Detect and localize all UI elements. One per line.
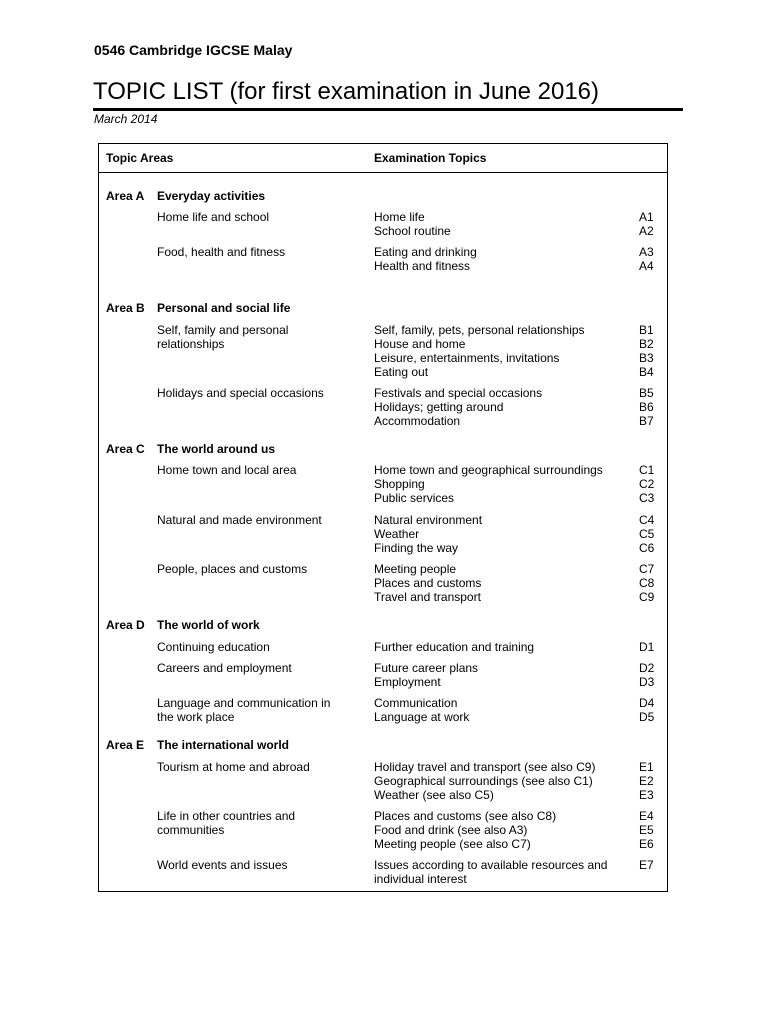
area-label: Area E (106, 738, 145, 752)
topic-code: E7 (639, 858, 654, 872)
examination-topic: Meeting people (374, 562, 457, 576)
topic-code: B2 (639, 336, 654, 351)
topic-code: A2 (639, 223, 654, 238)
topic-code: C6 (639, 540, 655, 555)
page-title: TOPIC LIST (for first examination in June 2016) (93, 78, 600, 105)
examination-topic: Issues according to available resources and (374, 858, 608, 872)
topic-code: C1 (639, 463, 655, 477)
table-header (99, 144, 667, 173)
examination-topic: Health and fitness (374, 258, 471, 273)
topic-area-label: Life in other countries and (157, 809, 296, 823)
topic-code: E5 (639, 822, 654, 837)
area-name: Personal and social life (157, 301, 291, 315)
examination-topic: Geographical surroundings (see also C1) (374, 773, 593, 788)
examination-topic: School routine (374, 223, 451, 238)
topic-area-label: relationships (157, 336, 225, 351)
examination-topic: Travel and transport (374, 589, 481, 604)
topic-code: B3 (639, 350, 654, 365)
examination-topic: Eating out (374, 364, 429, 379)
topic-area-label: Natural and made environment (157, 513, 322, 527)
examination-topic: House and home (374, 336, 466, 351)
topic-code: B1 (639, 323, 654, 337)
topic-table (98, 143, 668, 892)
examination-topic: Food and drink (see also A3) (374, 822, 528, 837)
column-header-examination-topics: Examination Topics (374, 151, 487, 165)
topic-code: D4 (639, 696, 655, 710)
examination-topic: Public services (374, 490, 455, 505)
examination-topic: Home life (374, 210, 425, 224)
topic-code: C7 (639, 562, 655, 576)
topic-area-label: communities (157, 822, 225, 837)
topic-code: E2 (639, 773, 654, 788)
area-label: Area C (106, 442, 145, 456)
document-date: March 2014 (94, 112, 158, 126)
examination-topic: Accommodation (374, 413, 461, 428)
topic-code: C8 (639, 575, 655, 590)
topic-area-label: Food, health and fitness (157, 245, 286, 259)
topic-area-label: People, places and customs (157, 562, 308, 576)
topic-area-label: Continuing education (157, 640, 270, 654)
topic-area-label: Holidays and special occasions (157, 386, 324, 400)
examination-topic: Language at work (374, 709, 470, 724)
examination-topic: Holiday travel and transport (see also C9) (374, 760, 596, 774)
topic-area-label: the work place (157, 709, 235, 724)
topic-code: E1 (639, 760, 654, 774)
examination-topic: Weather (374, 526, 420, 541)
topic-area-label: Tourism at home and abroad (157, 760, 310, 774)
topic-area-label: Self, family and personal (157, 323, 289, 337)
area-label: Area D (106, 618, 145, 632)
examination-topic: individual interest (374, 871, 467, 886)
topic-code: B6 (639, 399, 654, 414)
topic-area-label: Home town and local area (157, 463, 297, 477)
topic-code: D3 (639, 674, 655, 689)
topic-area-label: World events and issues (157, 858, 288, 872)
topic-code: B4 (639, 364, 654, 379)
title-underline (93, 108, 683, 111)
examination-topic: Finding the way (374, 540, 459, 555)
topic-code: D5 (639, 709, 655, 724)
topic-area-label: Careers and employment (157, 661, 292, 675)
examination-topic: Shopping (374, 476, 425, 491)
topic-code: C5 (639, 526, 655, 541)
examination-topic: Festivals and special occasions (374, 386, 543, 400)
area-name: The world around us (157, 442, 276, 456)
examination-topic: Future career plans (374, 661, 479, 675)
topic-area-label: Home life and school (157, 210, 270, 224)
topic-code: C3 (639, 490, 655, 505)
area-name: Everyday activities (157, 189, 266, 203)
area-name: The international world (157, 738, 290, 752)
area-label: Area A (106, 189, 145, 203)
topic-code: D2 (639, 661, 655, 675)
examination-topic: Self, family, pets, personal relationships (374, 323, 585, 337)
examination-topic: Leisure, entertainments, invitations (374, 350, 560, 365)
topic-code: A1 (639, 210, 654, 224)
topic-code: E6 (639, 836, 654, 851)
topic-code: A3 (639, 245, 654, 259)
topic-code: C2 (639, 476, 655, 491)
examination-topic: Places and customs (see also C8) (374, 809, 557, 823)
examination-topic: Eating and drinking (374, 245, 477, 259)
examination-topic: Natural environment (374, 513, 483, 527)
topic-code: C9 (639, 589, 655, 604)
examination-topic: Weather (see also C5) (374, 787, 494, 802)
examination-topic: Employment (374, 674, 441, 689)
area-name: The world of work (157, 618, 260, 632)
topic-area-label: Language and communication in (157, 696, 331, 710)
subject-code-line: 0546 Cambridge IGCSE Malay (94, 42, 293, 58)
topic-code: B7 (639, 413, 654, 428)
examination-topic: Holidays; getting around (374, 399, 504, 414)
examination-topic: Places and customs (374, 575, 482, 590)
column-header-topic-areas: Topic Areas (106, 151, 174, 165)
examination-topic: Communication (374, 696, 458, 710)
area-label: Area B (106, 301, 145, 315)
examination-topic: Further education and training (374, 640, 535, 654)
topic-code: B5 (639, 386, 654, 400)
examination-topic: Meeting people (see also C7) (374, 836, 531, 851)
examination-topic: Home town and geographical surroundings (374, 463, 603, 477)
topic-code: A4 (639, 258, 654, 273)
topic-code: E4 (639, 809, 654, 823)
topic-code: E3 (639, 787, 654, 802)
topic-code: D1 (639, 640, 655, 654)
topic-code: C4 (639, 513, 655, 527)
